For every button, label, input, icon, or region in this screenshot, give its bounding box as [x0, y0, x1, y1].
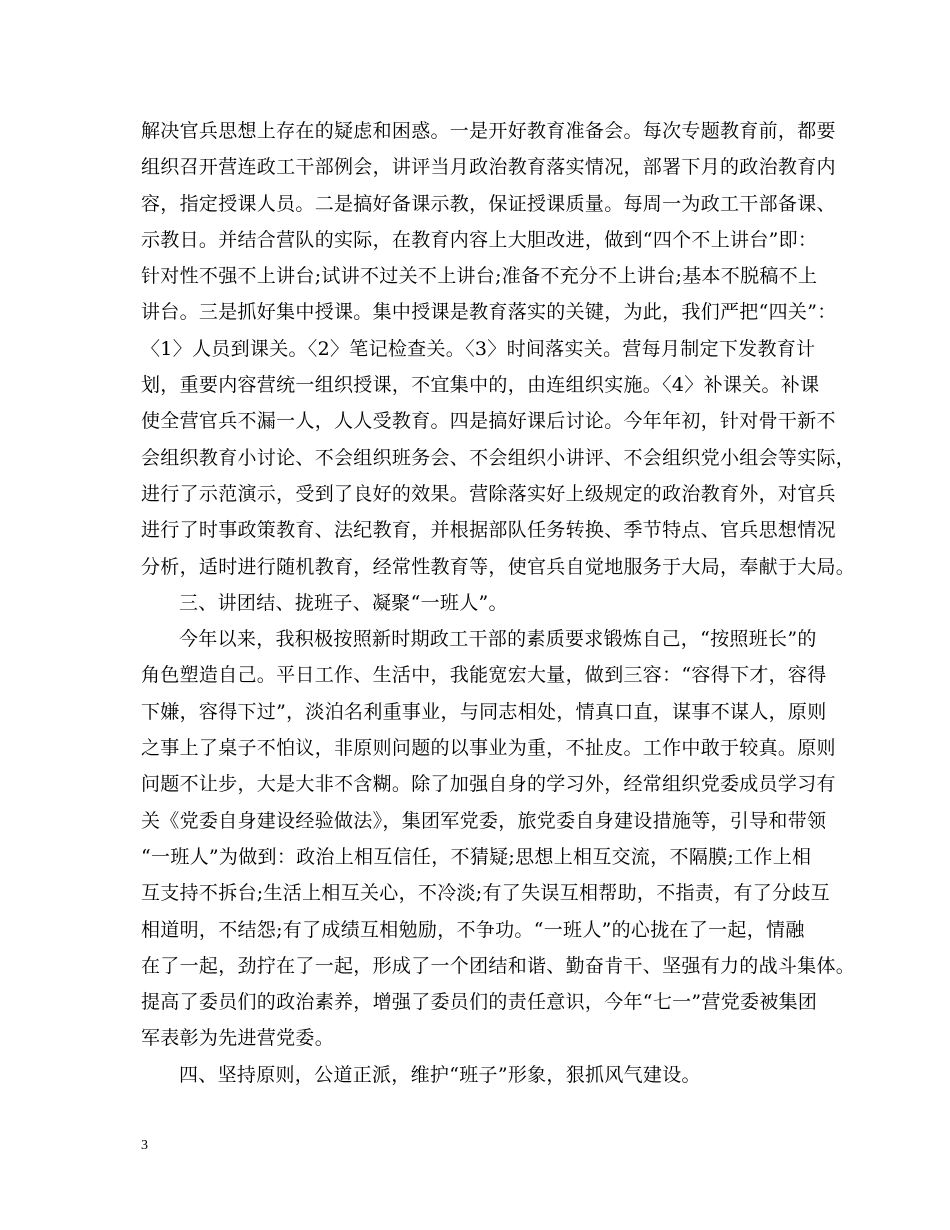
page-number: 3 — [141, 1138, 148, 1153]
text-line: 之事上了桌子不怕议，非原则问题的以事业为重，不扯皮。工作中敢于较真。原则 — [141, 737, 836, 760]
text-line: 分析，适时进行随机教育，经常性教育等，使官兵自觉地服务于大局，奉献于大局。 — [141, 555, 856, 578]
text-line: 角色塑造自己。平日工作、生活中，我能宽宏大量，做到三容：“容得下才，容得 — [141, 664, 827, 687]
text-line: 进行了示范演示，受到了良好的效果。营除落实好上级规定的政治教育外，对官兵 — [141, 482, 836, 505]
text-line: 解决官兵思想上存在的疑虑和困惑。一是开好教育准备会。每次专题教育前，都要 — [141, 120, 836, 142]
text-line: 今年以来，我积极按照新时期政工干部的素质要求锻炼自己，“按照班长”的 — [179, 628, 817, 651]
text-line: 下嫌，容得下过”，淡泊名利重事业，与同志相处，情真口直，谋事不谋人，原则 — [141, 700, 827, 723]
text-line: 关《党委自身建设经验做法》，集团军党委，旅党委自身建设措施等，引导和带领 — [141, 809, 827, 832]
text-line: 针对性不强不上讲台;试讲不过关不上讲台;准备不充分不上讲台;基本不脱稿不上 — [141, 265, 818, 288]
text-line: 示教日。并结合营队的实际，在教育内容上大胆改进，做到“四个不上讲台”即： — [141, 228, 818, 251]
text-line: 使全营官兵不漏一人，人人受教育。四是搞好课后讨论。今年年初，针对骨干新不 — [141, 410, 836, 433]
text-line: 互支持不拆台;生活上相互关心，不冷淡;有了失误互相帮助，不指责，有了分歧互 — [141, 882, 830, 905]
text-line: 相道明，不结怨;有了成绩互相勉励，不争功。“一班人”的心拢在了一起，情融 — [141, 918, 805, 941]
text-line: 军表彰为先进营党委。 — [141, 1027, 335, 1050]
text-line: 三、讲团结、拢班子、凝聚“一班人”。 — [179, 591, 508, 614]
text-line: 容，指定授课人员。二是搞好备课示教，保证授课质量。每周一为政工干部备课、 — [141, 192, 836, 215]
text-line: 提高了委员们的政治素养，增强了委员们的责任意识，今年“七一”营党委被集团 — [141, 991, 818, 1014]
body-text — [141, 113, 856, 1093]
text-line: 组织召开营连政工干部例会，讲评当月政治教育落实情况，部署下月的政治教育内 — [141, 156, 836, 179]
text-line: 在了一起，劲拧在了一起，形成了一个团结和谐、勤奋肯干、坚强有力的战斗集体。 — [141, 954, 856, 977]
text-line: 讲台。三是抓好集中授课。集中授课是教育落实的关键，为此，我们严把“四关”： — [141, 301, 837, 324]
text-line: 划，重要内容营统一组织授课，不宜集中的，由连组织实施。〈4〉补课关。补课 — [141, 374, 820, 397]
text-line: 四、坚持原则，公道正派，维护“班子”形象，狠抓风气建设。 — [179, 1063, 701, 1086]
text-line: 会组织教育小讨论、不会组织班务会、不会组织小讲评、不会组织党小组会等实际， — [141, 446, 856, 469]
text-line: 进行了时事政策教育、法纪教育，并根据部队任务转换、季节特点、官兵思想情况 — [141, 519, 836, 542]
text-line: “一班人”为做到：政治上相互信任，不猜疑;思想上相互交流，不隔膜;工作上相 — [141, 845, 812, 868]
text-line: 〈1〉人员到课关。〈2〉笔记检查关。〈3〉时间落实关。营每月制定下发教育计 — [141, 337, 816, 360]
text-line: 问题不让步，大是大非不含糊。除了加强自身的学习外，经常组织党委成员学习有 — [141, 773, 836, 796]
